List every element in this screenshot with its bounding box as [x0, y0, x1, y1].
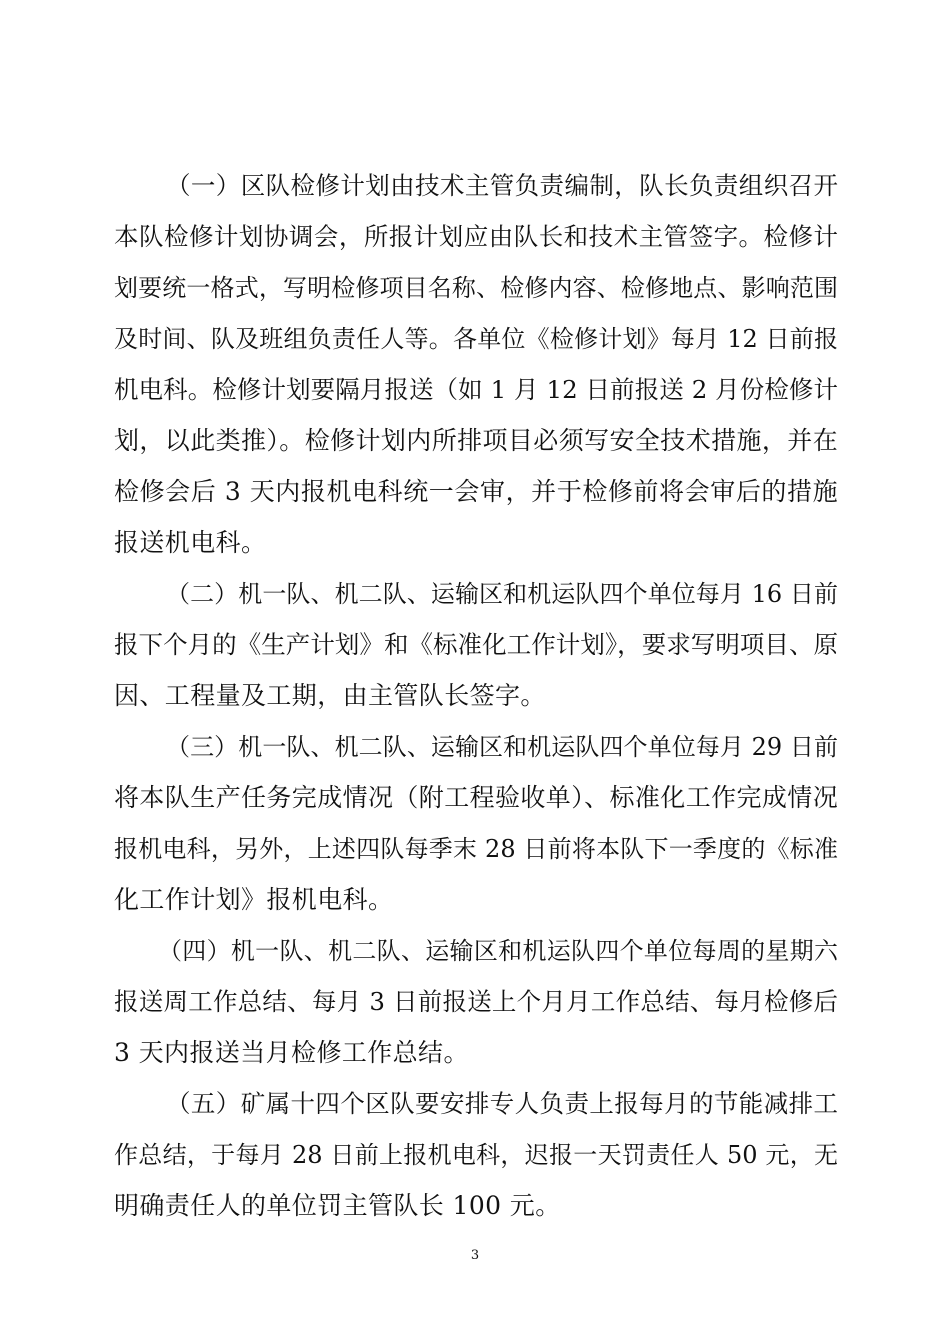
paragraph-1-line-3: 划要统一格式，写明检修项目名称、检修内容、检修地点、影响范围	[114, 274, 838, 302]
paragraph-1-line-6: 划，以此类推）。检修计划内所排项目必须写安全技术措施，并在	[114, 426, 838, 455]
paragraph-3-line-4: 化工作计划》报机电科。	[114, 885, 394, 914]
paragraph-1-line-5: 机电科。检修计划要隔月报送（如 1 月 12 日前报送 2 月份检修计	[114, 375, 838, 404]
paragraph-5-line-2: 作总结，于每月 28 日前上报机电科，迟报一天罚责任人 50 元，无	[114, 1141, 838, 1169]
paragraph-4-line-2: 报送周工作总结、每月 3 日前报送上个月月工作总结、每月检修后	[114, 987, 838, 1016]
paragraph-4-line-1: （四）机一队、机二队、运输区和机运队四个单位每周的星期六	[158, 937, 838, 965]
page-number: 3	[470, 1248, 480, 1263]
paragraph-1-line-1: （一）区队检修计划由技术主管负责编制，队长负责组织召开	[166, 171, 838, 200]
paragraph-5-line-3: 明确责任人的单位罚主管队长 100 元。	[114, 1191, 561, 1220]
paragraph-2-line-2: 报下个月的《生产计划》和《标准化工作计划》，要求写明项目、原	[114, 630, 838, 659]
paragraph-1-line-2: 本队检修计划协调会，所报计划应由队长和技术主管签字。检修计	[114, 222, 838, 251]
paragraph-3-line-1: （三）机一队、机二队、运输区和机运队四个单位每月 29 日前	[166, 733, 838, 761]
paragraph-5-line-1: （五）矿属十四个区队要安排专人负责上报每月的节能减排工	[166, 1089, 838, 1118]
paragraph-3-line-3: 报机电科，另外，上述四队每季末 28 日前将本队下一季度的《标准	[114, 835, 838, 863]
paragraph-2-line-1: （二）机一队、机二队、运输区和机运队四个单位每月 16 日前	[166, 580, 838, 608]
paragraph-1-line-8: 报送机电科。	[114, 528, 267, 557]
paragraph-3-line-2: 将本队生产任务完成情况（附工程验收单）、标准化工作完成情况	[114, 783, 838, 812]
paragraph-1-line-7: 检修会后 3 天内报机电科统一会审，并于检修前将会审后的措施	[114, 477, 838, 506]
paragraph-4-line-3: 3 天内报送当月检修工作总结。	[114, 1038, 469, 1067]
paragraph-1-line-4: 及时间、队及班组负责任人等。各单位《检修计划》每月 12 日前报	[114, 325, 838, 353]
paragraph-2-line-3: 因、工程量及工期，由主管队长签字。	[114, 681, 546, 710]
